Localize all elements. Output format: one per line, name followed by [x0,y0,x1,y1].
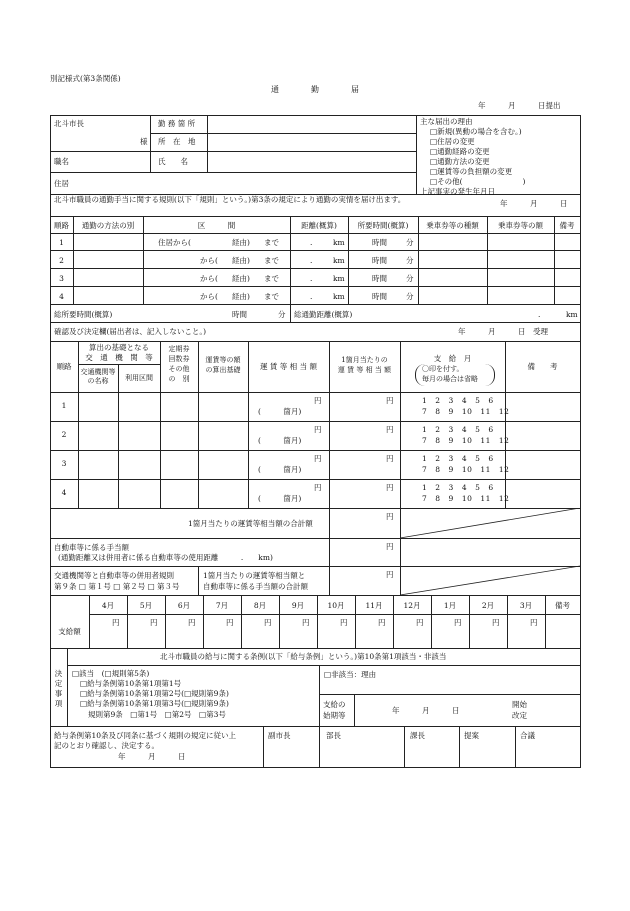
final-label-char: 決 [54,669,63,678]
h-remarks: 備 考 [527,362,558,371]
car-note: (通勤距離又は併用者に係る自動車等の使用距離 . km) [58,553,273,562]
pay-months-row1[interactable]: 1 2 3 4 5 6 [422,454,494,463]
sign-proposal[interactable]: 提案 [464,731,479,740]
h-section: 利用区間 [125,374,153,382]
form-label: 別記様式(第3条関係) [50,74,121,83]
pay-months-row2[interactable]: 7 8 9 10 11 12 [422,407,510,416]
month-4: 4月 [101,601,115,610]
occurrence-date[interactable]: 年 月 日 [500,199,568,208]
h-fare: 運 賃 等 相 当 額 [260,362,317,371]
h-pay-note: 毎月の場合は省略 [422,375,478,383]
decision-row-no: 2 [61,430,67,439]
monthly-yen[interactable]: 円 [386,483,394,492]
header-remarks: 備考 [559,221,575,230]
location-field[interactable] [208,134,415,151]
work-place-field[interactable] [208,116,415,133]
route-to: まで [264,274,279,283]
reason-checkbox[interactable]: □その他( ) [430,177,526,186]
location-label: 所 在 地 [158,137,196,146]
decision-row-no: 1 [61,401,67,410]
distance-unit: km [333,238,345,247]
h-ticket: 定期券 [168,345,190,353]
pay-months-row2[interactable]: 7 8 9 10 11 12 [422,494,510,503]
route-via: 経由) [232,238,250,247]
total-distance-dot: . [538,310,541,319]
monthly-yen[interactable]: 円 [386,396,394,405]
reason-checkbox[interactable]: □通勤方法の変更 [430,157,490,166]
time-hour: 時間 [372,292,387,301]
intro-text: 北斗市職員の通勤手当に関する規則(以下「規則」という。)第3条の規定により通勤の実情を届け出ます。 [54,195,406,204]
h-ticket: の 別 [168,375,190,383]
h-fare-basis: 運賃等の額 [205,356,241,364]
header-time: 所要時間(概算) [357,221,409,230]
start-kind[interactable]: 開始 [512,700,527,709]
route-row-no: 1 [59,238,64,247]
month-11: 11月 [365,601,383,610]
decision-row-no: 3 [61,459,67,468]
monthly-yen[interactable]: 円 [386,425,394,434]
void-diagonals [400,508,580,595]
h-agency-name: 交通機関等の名称 [80,368,116,385]
sum-label: 1箇月当たりの運賃等相当額の合計額 [188,519,313,528]
final-label-char: 定 [54,679,63,688]
total-minute: 分 [278,310,286,319]
route-to: まで [264,256,279,265]
h-pay-note: 〇印を付す。 [422,365,464,373]
sum-yen[interactable]: 円 [386,512,394,521]
h-monthly: 1箇月当たりの [341,356,388,364]
position-label: 職名 [54,157,69,166]
route-row-no: 3 [59,274,64,283]
applicable-checkbox[interactable]: □該当 (□規則第5条) [72,669,150,678]
distance-dot: . [310,256,313,265]
non-applicable-checkbox[interactable]: □非該当：理由 [324,670,377,679]
fare-months: ( 箇月) [258,436,302,445]
decision-row-no: 4 [61,488,67,497]
route-from[interactable]: から( [200,292,218,301]
route-via: 経由) [232,256,250,265]
fare-months: ( 箇月) [258,407,302,416]
month-1: 1月 [443,601,457,610]
route-via: 経由) [232,274,250,283]
fare-months: ( 箇月) [258,465,302,474]
route-from[interactable]: から( [200,256,218,265]
sign-director[interactable]: 部長 [326,731,341,740]
submission-date[interactable]: 年 月 日提出 [478,101,561,110]
decision-label: 確認及び決定欄(届出者は、記入しないこと。) [54,327,207,336]
name-field[interactable] [208,152,415,172]
payment-yen[interactable]: 円 [340,618,348,627]
reason-checkbox[interactable]: □住居の変更 [430,137,475,146]
pay-months-row1[interactable]: 1 2 3 4 5 6 [422,483,494,492]
distance-unit: km [333,274,345,283]
final-label-char: 項 [54,699,63,708]
combined-yen[interactable]: 円 [386,570,394,579]
ordinance-line: 北斗市職員の給与に関する条例(以下「給与条例」という。)第10条第1項該当・非該当 [160,652,447,661]
month-12: 12月 [403,601,421,610]
start-date[interactable]: 年 月 日 [392,706,460,715]
h-basis-top: 算出の基礎となる [89,343,149,352]
payment-yen[interactable]: 円 [416,618,424,627]
distance-dot: . [310,274,313,283]
distance-unit: km [333,292,345,301]
confirm-date[interactable]: 年 月 日 [118,752,186,761]
month-8: 8月 [253,601,267,610]
time-hour: 時間 [372,238,387,247]
combined-options[interactable]: 第９条 □ 第１号 □ 第２号 □ 第３号 [54,582,180,591]
fare-yen[interactable]: 円 [314,483,322,492]
pay-months-row1[interactable]: 1 2 3 4 5 6 [422,396,494,405]
form-title: 通 勤 届 [271,85,359,94]
header-order: 順路 [54,221,69,230]
pay-months-row2[interactable]: 7 8 9 10 11 12 [422,436,510,445]
payment-label: 支給額 [58,627,81,636]
applicable-option[interactable]: □給与条例第10条第1項第1号 [80,679,182,688]
payment-yen[interactable]: 円 [302,618,310,627]
route-via: 経由) [232,292,250,301]
header-ticket-type: 乗車券等の種類 [426,221,479,230]
applicable-option[interactable]: □給与条例第10条第1項第3号(□規則第9条) [80,699,229,708]
car-label: 自動車等に係る手当額 [54,543,129,552]
combined-amount-label: 自動車等に係る手当額の合計額 [203,582,308,591]
applicable-option[interactable]: □給与条例第10条第1項第2号(□規則第9条) [80,689,229,698]
route-from[interactable]: 住居から( [158,238,191,247]
h-monthly: 運 賃 等 相 当 額 [337,366,392,374]
payment-yen[interactable]: 円 [150,618,158,627]
address-field[interactable] [80,173,415,194]
sign-section-chief[interactable]: 課長 [410,731,425,740]
month-5: 5月 [139,601,153,610]
fare-yen[interactable]: 円 [314,454,322,463]
header-distance: 距離(概算) [301,221,337,230]
h-basis-mid: 交 通 機 関 等 [85,353,153,362]
distance-dot: . [310,292,313,301]
payment-yen[interactable]: 円 [530,618,538,627]
combined-amount-label: 1箇月当たりの運賃等相当額と [203,571,306,580]
distance-unit: km [333,256,345,265]
month-2: 2月 [481,601,495,610]
route-from[interactable]: から( [200,274,218,283]
time-hour: 時間 [372,256,387,265]
route-to: まで [264,238,279,247]
sama-label: 様 [140,137,148,146]
pay-months-row1[interactable]: 1 2 3 4 5 6 [422,425,494,434]
name-label: 氏 名 [158,157,188,166]
distance-dot: . [310,238,313,247]
payment-yen[interactable]: 円 [454,618,462,627]
final-label-char: 事 [54,689,63,698]
total-hour: 時間 [232,310,247,319]
route-row-no: 2 [59,256,64,265]
confirm-text: 給与条例第10条及び同条に基づく規則の規定に従い上 [54,731,237,740]
time-hour: 時間 [372,274,387,283]
payment-yen[interactable]: 円 [492,618,500,627]
reason-checkbox[interactable]: □通勤経路の変更 [430,147,490,156]
applicable-option[interactable]: 規則第9条 □第1号 □第2号 □第3号 [88,710,226,719]
reason-checkbox[interactable]: □新規(異動の場合を含む。) [430,127,522,136]
payment-remarks: 備考 [555,601,570,610]
time-minute: 分 [406,256,414,265]
month-7: 7月 [215,601,229,610]
header-ticket-amount: 乗車券等の額 [498,221,543,230]
reason-checkbox[interactable]: □運賃等の負担額の変更 [430,167,513,176]
h-ticket: 回数券 [168,355,190,363]
address-label: 住居 [54,179,69,188]
header-section: 区 間 [197,221,236,230]
time-minute: 分 [406,274,414,283]
time-minute: 分 [406,238,414,247]
receipt-date[interactable]: 年 月 日 受理 [458,327,548,336]
confirm-text: 記のとおり確認し、決定する。 [54,741,159,750]
payment-yen[interactable]: 円 [264,618,272,627]
start-label: 支給の [323,700,346,709]
combined-label: 交通機関等と自動車等の併用者規則 [54,571,174,580]
route-to: まで [264,292,279,301]
fare-yen[interactable]: 円 [314,425,322,434]
work-place-label: 勤 務 箇 所 [158,119,196,128]
h-order: 順路 [56,362,72,371]
payment-yen[interactable]: 円 [378,618,386,627]
occurrence-label: 上記事実の発生年月日 [420,187,495,196]
position-field[interactable] [80,152,149,172]
total-distance-label: 総通勤距離(概算) [294,310,353,319]
h-pay-month: 支 給 月 [433,354,472,363]
start-label: 始期等 [323,711,346,720]
pay-months-row2[interactable]: 7 8 9 10 11 12 [422,465,510,474]
start-kind[interactable]: 改定 [512,711,527,720]
total-time-label: 総所要時間(概算) [54,310,113,319]
h-ticket: その他 [168,365,190,373]
payment-yen[interactable]: 円 [226,618,234,627]
reasons-title: 主な届出の理由 [420,117,473,126]
month-10: 10月 [327,601,345,610]
total-distance-unit: km [566,310,578,319]
h-fare-basis: の算出基礎 [205,366,241,374]
time-minute: 分 [406,292,414,301]
month-3: 3月 [519,601,533,610]
month-9: 9月 [291,601,305,610]
sign-consultation[interactable]: 合議 [520,731,535,740]
payment-yen[interactable]: 円 [112,618,120,627]
payment-yen[interactable]: 円 [188,618,196,627]
route-row-no: 4 [59,292,64,301]
sign-vice-mayor[interactable]: 副市長 [268,731,291,740]
header-method: 通勤の方法の別 [81,221,135,230]
car-yen[interactable]: 円 [386,542,394,551]
monthly-yen[interactable]: 円 [386,454,394,463]
fare-yen[interactable]: 円 [314,396,322,405]
fare-months: ( 箇月) [258,494,302,503]
month-6: 6月 [177,601,191,610]
recipient: 北斗市長 [54,119,84,128]
